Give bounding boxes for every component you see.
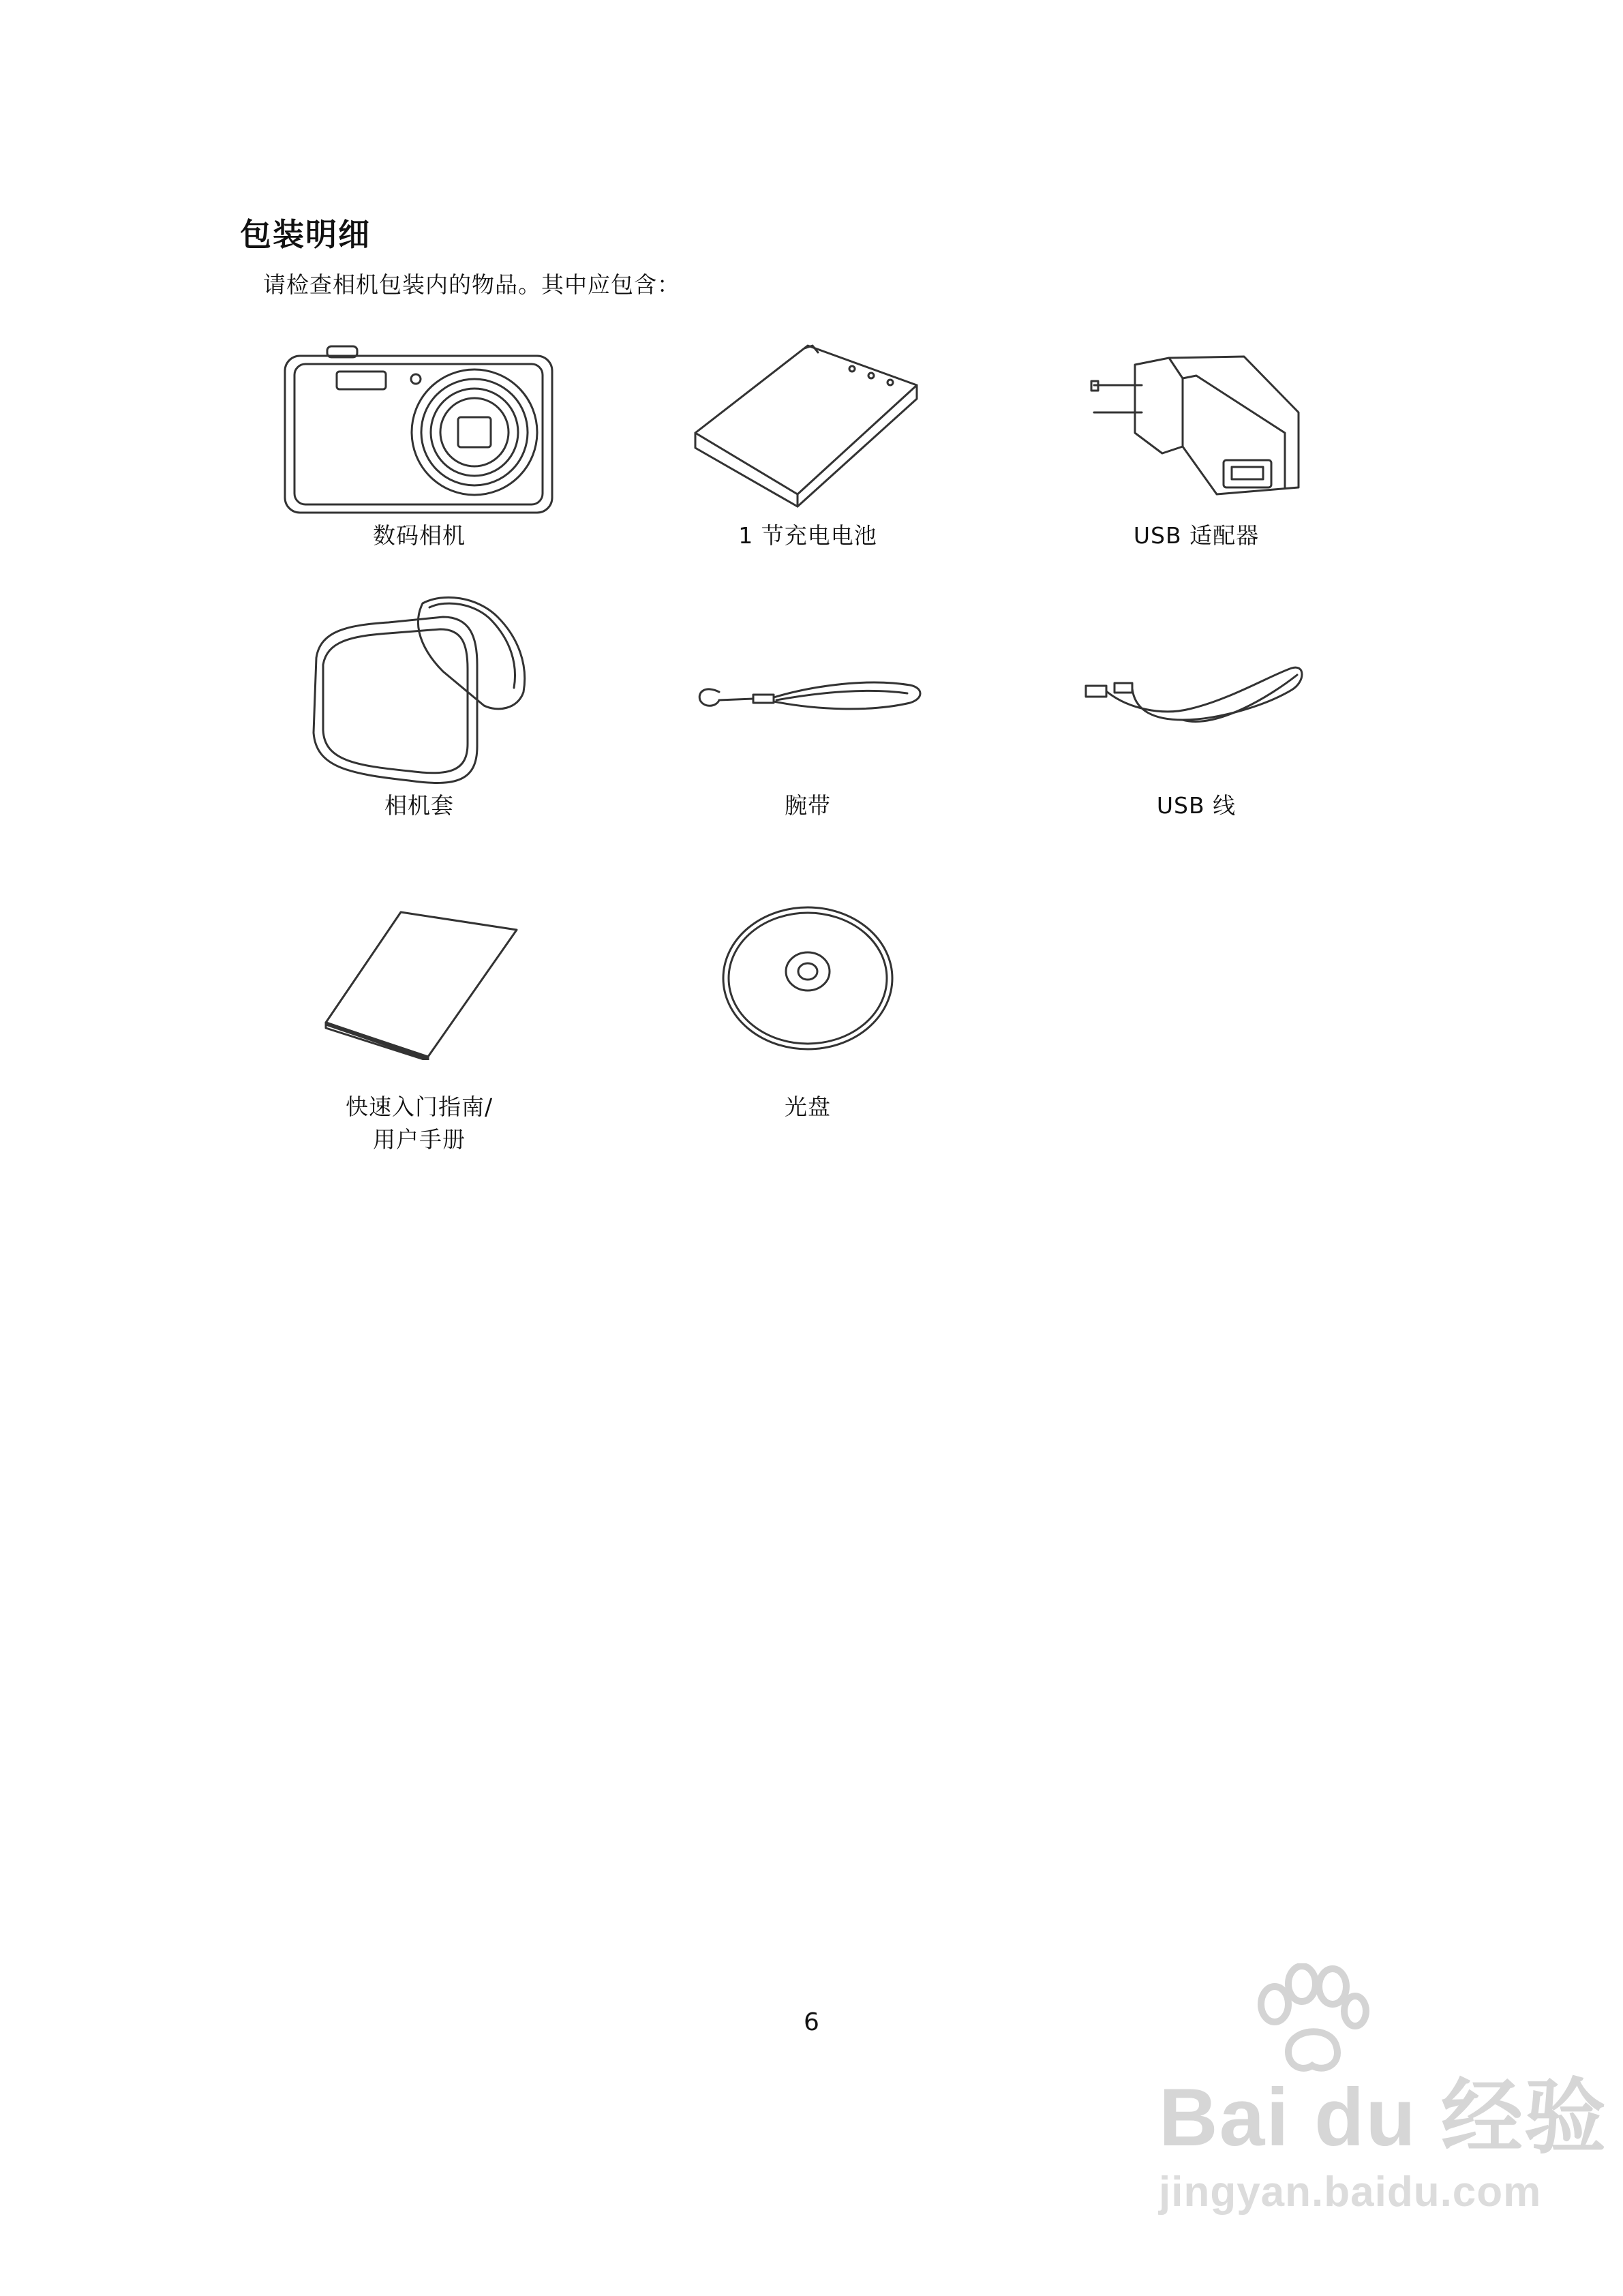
camera-case-icon [307, 590, 532, 794]
item-label: 用户手册 [373, 1126, 466, 1153]
item-label-multiline [228, 1091, 610, 1156]
item-label: USB 线 [1156, 792, 1237, 819]
item-label: 光盘 [785, 1093, 831, 1120]
cd-icon [719, 903, 896, 1053]
watermark-logo-text: Bai du 经验 [1159, 2072, 1608, 2163]
item-label: 腕带 [785, 792, 831, 819]
watermark [1159, 1963, 1608, 2229]
item-label: USB 适配器 [1133, 522, 1260, 549]
item-label: 1 节充电电池 [738, 522, 877, 549]
camera-icon [279, 341, 559, 518]
item-label: 相机套 [384, 792, 454, 819]
watermark-url: jingyan.baidu.com [1159, 2169, 1542, 2216]
item-label: 数码相机 [373, 522, 466, 549]
item-label: 快速入门指南/ [345, 1093, 494, 1120]
section-intro: 请检查相机包装内的物品。其中应包含： [263, 271, 680, 298]
usb-adapter-icon [1080, 351, 1312, 508]
section-title: 包装明细 [240, 216, 371, 253]
manual-icon [319, 907, 524, 1060]
usb-cable-icon [1080, 654, 1305, 736]
battery-icon [688, 344, 924, 508]
page-number: 6 [804, 2008, 819, 2036]
wrist-strap-icon [692, 665, 927, 726]
